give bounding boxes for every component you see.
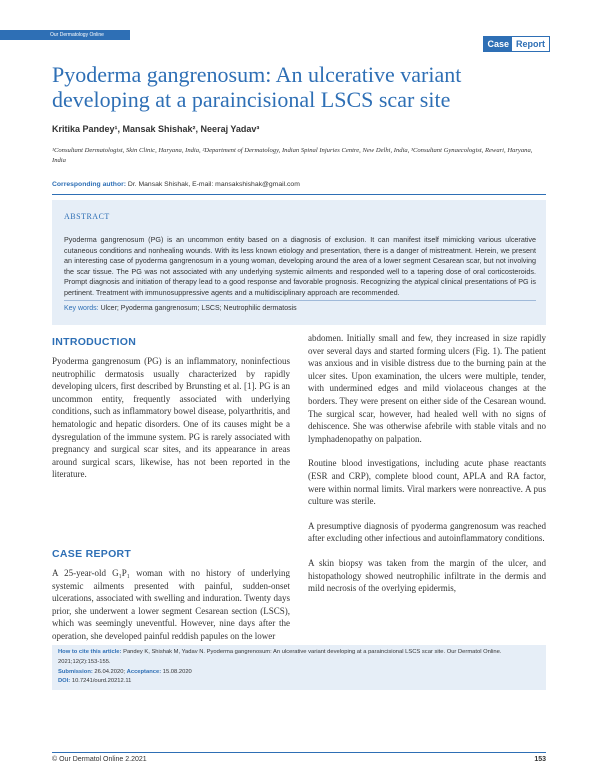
footer-copyright: © Our Dermatol Online 2.2021	[52, 756, 147, 763]
column-left-intro	[52, 355, 290, 493]
doi-line	[58, 677, 542, 687]
badge-report: Report	[512, 37, 549, 51]
badge-case: Case	[484, 37, 512, 51]
dates	[58, 668, 542, 678]
journal-name-tab: Our Dermatology Online	[0, 30, 130, 40]
keywords-text: Ulcer; Pyoderma gangrenosum; LSCS; Neutrophilic dermatosis	[98, 305, 297, 312]
acceptance-label: Acceptance:	[126, 668, 162, 675]
how-to-cite	[58, 648, 542, 668]
abstract-heading: ABSTRACT	[64, 212, 110, 221]
footer-divider	[52, 752, 546, 753]
intro-paragraph: Pyoderma gangrenosum (PG) is an inflammatory, noninfectious neutrophilic dermatosis usually characterized by rapidly developing ulcers, first described by Brunsting et al. [1]. PG is an uncommon entity, frequently associated with underlying conditions, such as inflammatory bowel disease, polyarthritis, and hematologic and hepatic disorders. One of its causes might be a dysregulation of the immune system. PG is rarely associated with pregnancy and surgical scar sites, and its appearance in areas around surgical scars, likewise, has not been reported in the literature.	[52, 356, 290, 480]
abstract-text: Pyoderma gangrenosum (PG) is an uncommon entity based on a diagnosis of exclusion. It can manifest itself mimicking various ulcerative cutaneous conditions and nonhealing wounds. With its less known etiology and presentation, there is a danger of mistreatment. Herein, we present an interesting case of pyoderma gangrenosum in a young woman, developing around the area of a lower segment Cesarean scar, but not involving the scar tissue. The PG was not associated with any underlying systemic ailments and responded well to a tapering dose of oral corticosteroids. Prompt diagnosis and initiation of therapy lead to a good response and favorable prognosis. Recognizing the atypical clinical presentations of PG is pertinent. Treatment with immunosuppressive agents and a multidisciplinary approach are recommended.	[64, 235, 536, 297]
page-number: 153	[534, 756, 546, 763]
corresponding-author	[52, 181, 542, 188]
affiliations: ¹Consultant Dermatologist, Skin Clinic, Haryana, India, ²Department of Dermatology, Indian Spinal Injuries Centre, New Delhi, India, ³Consultant Gynaecologist, Rewari, Haryana, India	[52, 147, 533, 164]
submission-date: 26.04.2020;	[92, 668, 126, 675]
keywords	[64, 305, 536, 312]
column-right	[308, 332, 546, 607]
case-paragraph: A 25-year-old G₁P₁ woman with no history of underlying systemic ailments presented with painful, sudden-onset ulcerations, associated with swelling and induration. Twenty days prior, she underwent a lower segment Cesarean section (LSCS), which was seemingly uneventful. However, nine days after the operation, she developed painful reddish papules on the lower	[52, 568, 290, 641]
case-report-badge	[483, 36, 550, 52]
column-left-case	[52, 567, 290, 655]
doi-label: DOI:	[58, 678, 71, 685]
corresponding-label: Corresponding author:	[52, 181, 127, 188]
case-report-heading: CASE REPORT	[52, 548, 132, 560]
divider	[52, 194, 546, 195]
cite-text: Pandey K, Shishak M, Yadav N. Pyoderma gangrenosum: An ulcerative variant developing at a paraincisional LSCS scar site. Our Dermatol Online. 2021;12(2):153-155.	[58, 649, 502, 665]
abstract-divider	[64, 300, 536, 301]
introduction-heading: INTRODUCTION	[52, 336, 137, 348]
article-title: Pyoderma gangrenosum: An ulcerative variant developing at a paraincisional LSCS scar site	[52, 62, 462, 112]
paragraph: Routine blood investigations, including acute phase reactants (ESR and CRP), complete blood count, APLA and RA factor, were within normal limits. Viral markers were nonreactive. A pus culture was sterile.	[308, 458, 546, 507]
paragraph: A skin biopsy was taken from the margin of the ulcer, and histopathology showed neutrophilic infiltrate in the dermis and mild necrosis of the overlying epidermis,	[308, 557, 546, 594]
cite-label: How to cite this article:	[58, 649, 122, 655]
submission-label: Submission:	[58, 668, 93, 675]
citation-text	[58, 648, 542, 687]
acceptance-date: 15.08.2020	[161, 668, 192, 675]
paragraph: abdomen. Initially small and few, they increased in size rapidly over several days and started forming ulcers (Fig. 1). The patient was anxious and in visible distress due to the burning pain at the ulcer sites. Upon examination, the ulcers were multiple, tender, with undermined edges and mild violaceous changes at the borders. They were present on either side of the Cesarean wound. The surgical scar, however, had healed well with no signs of dehiscence. She was otherwise afebrile with stable vitals and no lymphadenopathy on palpation.	[308, 333, 546, 444]
author-list: Kritika Pandey¹, Mansak Shishak², Neeraj Yadav³	[52, 124, 260, 134]
keywords-label: Key words:	[64, 305, 99, 312]
corresponding-text: Dr. Mansak Shishak, E-mail: mansakshishak@gmail.com	[126, 181, 300, 188]
doi-link[interactable]: 10.7241/ourd.20212.11	[70, 678, 132, 685]
paragraph: A presumptive diagnosis of pyoderma gangrenosum was reached after excluding other infectious and autoinflammatory conditions.	[308, 520, 546, 544]
